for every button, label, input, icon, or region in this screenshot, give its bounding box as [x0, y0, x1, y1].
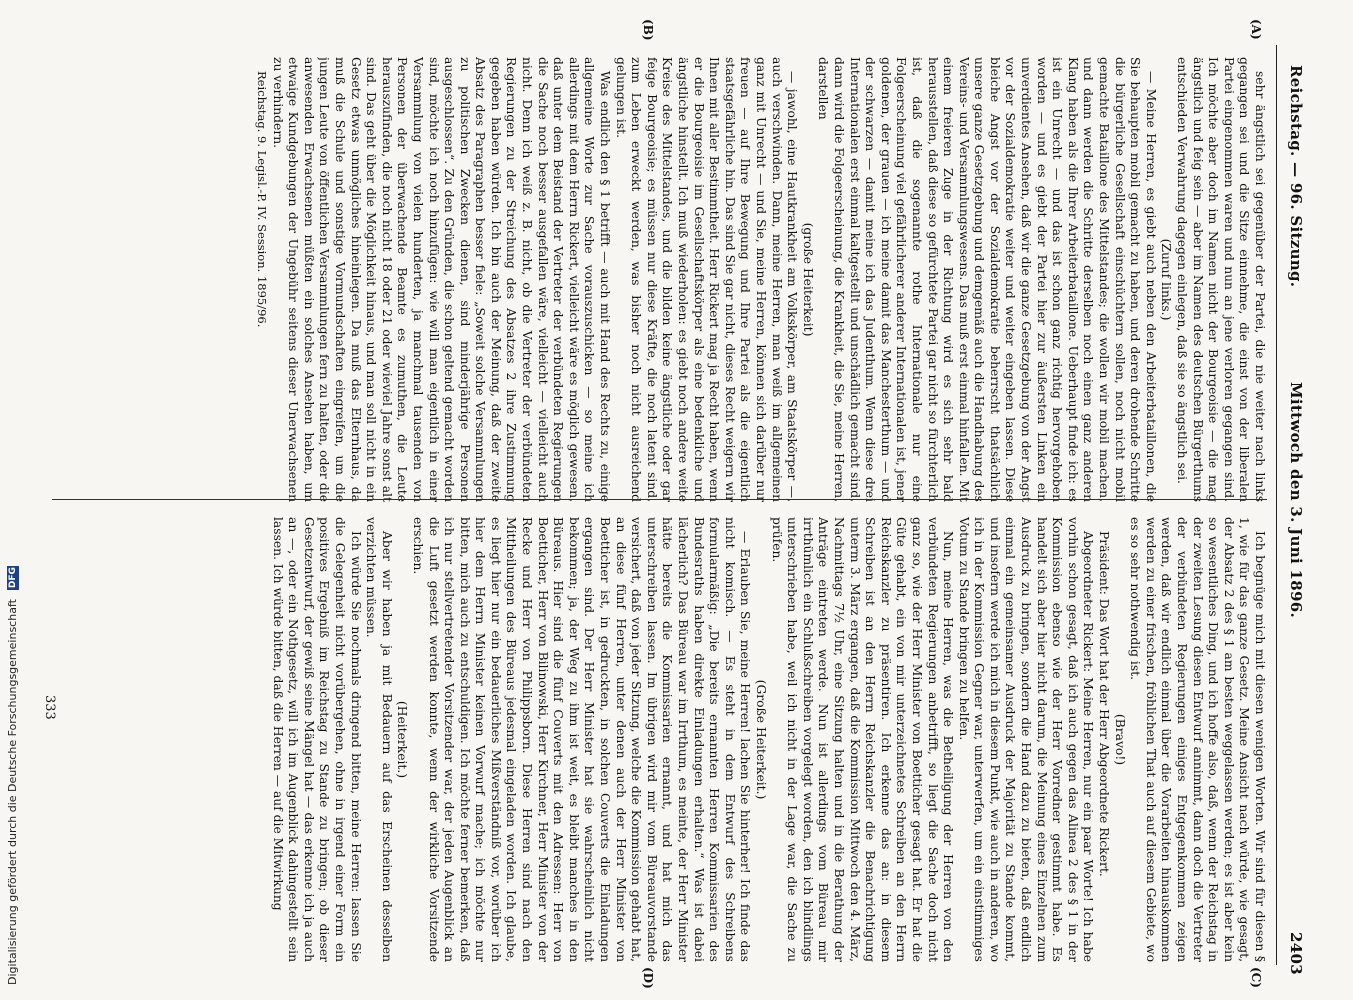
paragraph: Ich begnüge mich mit diesen wenigen Worten. Wir sind für diesen § 1, wie für das ganze Gesetz. Meine Ansicht nach würde, wie gesagt, der Absatz 2 des § 1 am besten weggelassen werden; es ist aber kein so wesentliches Ding, und ich hoffe also, daß, wenn der Reichstag in der zweiten Lesung diesen Entwurf annimmt, dann doch die Vertreter der verbündeten Regierungen einiges Entgegenkommen zeigen werden, daß wir endlich einmal über die Vorarbeiten hinauskommen werden zu einer frischen, fröhlichen That auch auf diesem Gebiete, wo es so sehr nothwendig ist.	[1128, 517, 1267, 962]
folio-number: 333	[42, 695, 57, 720]
margin-marker-a: (A)	[1249, 19, 1263, 40]
paragraph: — jawohl, eine Hautkrankheit am Volkskörper, am Staatskörper —, auch verschwinden. Dann, meine Herren, man weiß im allgemeinen ganz mit Unrecht — und Sie, meine Herren, können sich darüber nur freuen — auf Ihre Bewegung und Ihre Partei als die eigentlich staatsgefährliche hin. Das sind Sie gar nicht, dieses Recht weigern wir Ihnen mit aller Bestimmtheit. Herr Rickert mag ja Recht haben, wenn er die Bourgeoisie im Gesellschaftskörper als eine bedenkliche und ängstliche hinstellt. Ich muß wiederholen: es giebt noch andere weite Kreise des Mittelstandes, und die bilden keine ängstliche oder gar feige Bourgeoisie; es müssen nur diese Kräfte, die noch latent sind, zum Leben erweckt werden, was bisher noch nicht ausreichend gelungen ist.	[613, 57, 800, 502]
paragraph: Ich würde Sie nochmals dringend bitten, meine Herren: lassen Sie die Gelegenheit nicht vorübergehen, ohne in irgend einer Form ein positives Ergebniß im Reichstag zu Stande zu bringen; ob dieser Gesetzentwurf, der gewiß seine Mängel hat — das erkenne ich ja auch an —, oder ein Nothgesetz, will ich im Augenblick dahingestellt sein lassen. Ich würde bitten, daß die Herren — auf die Mitwirkung	[270, 517, 363, 962]
left-column	[52, 57, 1267, 502]
dfg-logo: DFG	[8, 567, 18, 589]
digitization-notice	[6, 0, 24, 985]
margin-marker-d: (D)	[641, 967, 655, 989]
footer-reference: Reichstag. 9. Legisl.-P. IV. Session. 1895/96.	[255, 71, 269, 328]
paragraph: Aber wir haben ja mit Bedauern auf das Erscheinen desselben verzichten müssen.	[364, 517, 394, 962]
stage-direction: (Große Heiterkeit.)	[754, 679, 768, 800]
stage-direction: (Bravo!)	[1112, 713, 1127, 766]
margin-marker-c: (C)	[1249, 967, 1263, 988]
header-rule	[1276, 45, 1277, 965]
paragraph: sehr ängstlich sei gegenüber der Partei, die nie weiter nach links gegangen sei und die Sitze einnehme, die einst von der liberalen Partei eingenommen waren und nun an jene verloren gegangen sind. Ich möchte aber doch im Namen nicht der Bourgeoisie — die mag ängstlich und feig sein — aber im Namen des deutschen Bürgerthums entschieden Verwahrung dagegen einlegen, daß sie so ängstlich sei.	[1175, 57, 1267, 502]
stage-direction: (Heiterkeit.)	[395, 700, 410, 779]
digitization-notice-text: Digitalisierung gefördert durch die Deutsche Forschungsgemeinschaft	[6, 599, 19, 985]
paragraph: Präsident: Das Wort hat der Herr Abgeordnete Rickert.	[1097, 531, 1112, 877]
right-column	[52, 517, 1267, 962]
rotated-page	[20, 5, 1315, 995]
running-head-left: Reichstag. — 96. Sitzung.	[1287, 65, 1305, 288]
stage-direction: (Zuruf links.)	[1159, 238, 1174, 321]
paragraph: Abgeordneter Rickert: Meine Herren, nur ein paar Worte! Ich habe vorhin schon gesagt, daß ich auch gegen das Alinea 2 des § 1 in der Kommission ebenso wie der Herr Vorredner gestimmt habe. Es handelt sich aber hier nicht darum, die Meinung eines Einzelnen zum Ausdruck zu bringen, sondern die Hand dazu zu bieten, daß endlich einmal ein gemeinsamer Ausdruck der Majorität zu Stande kommt, und insofern werde ich mich in diesem Punkt, wie auch in anderen, wo ich in der Kommission Gegner war, unterwerfen, um ein einstimmiges Votum zu Stande bringen zu helfen.	[956, 517, 1096, 962]
paragraph: Was endlich den § 1 betrifft — auch mit Hand des Rechts zu, einige allgemeine Worte zur Sache vorauszuschicken — so meine ich allerdings mit dem Herrn Rickert, vielleicht wäre es möglich gewesen, daß unter dem Beistand der Vertreter der verbündeten Regierungen die Sache noch besser ausgefallen wäre, vielleicht — vielleicht auch nicht. Denn ich weiß z. B. nicht, ob die Vertreter der verbündeten Regierungen zu der Streichung des Absatzes 2 ihre Zustimmung gegeben haben würden. Ich bin auch der Meinung, daß der zweite Absatz des Paragraphen besser fiele: „Soweit solche Versammlungen zu politischen Zwecken dienen, sind minderjährige Personen ausgeschlossen“. Zu den Gründen, die schon geltend gemacht worden sind, möchte ich noch hinzufügen: wie will man eigentlich in einer Versammlung von vielen hunderten, ja manchmal tausenden von Personen der überwachende Beamte es zumuthen, die Leute herauszufinden, die noch nicht 18 oder 21 oder wieviel Jahre sonst alt sind. Das geht über die Möglichkeit hinaus, und man soll nicht in ein Gesetz etwas unmögliches hineinlegen. Da muß das Elternhaus, da muß die Schule und sonstige Vormundschaften eingreifen, um die jungen Leute von öffentlichen Versammlungen fern zu halten, oder die anwesenden Erwachsenen müßten ein solches Ansehen haben, um etwaige Kundgebungen der Ungebühr seitens dieser Unerwachsenen zu verhindern.	[270, 57, 613, 502]
column-divider	[52, 499, 1267, 500]
stage-direction: (große Heiterkeit)	[800, 222, 815, 337]
paragraph: — Erlauben Sie, meine Herren! lachen Sie hinterher! Ich finde das nicht komisch. — Es steht in dem Entwurf des Schreibens formularmäßig: „Die bereits ernannten Herren Kommissarien des Bundesraths haben direkte Einladungen erhalten.“ Was ist dabei lächerlich? Das Büreau war im Irrthum, es meinte, der Herr Minister hätte bereits die Kommissarien ernannt, und hat mich das unterschreiben lassen. Im übrigen wird mir vom Büreauvorstande versichert, daß von jeder Sitzung, welche die Kommission gehabt hat, an diese fünf Herren, unter denen auch der Herr Minister von Boetticher ist, in gedruckten, in solchen Couverts die Einladungen ergangen sind. Der Herr Minister hat sie wahrscheinlich nicht bekommen; ja, der Weg zu ihm ist weit, es bleibt manches in den Büreaus. Hier sind die fünf Couverts mit den Adressen: Herr von Boetticher, Herr von Bilinowski, Herr Kirchner, Herr Minister von der Recke und Herr von Philippsborn. Diese Herren sind nach den Mittheilungen des Büreaus jedesmal eingeladen worden. Ich glaube, es liegt hier nur ein bedauerliches Mißverständniß vor, worüber ich hier dem Herrn Minister keinen Vorwurf mache; ich möchte nur bitten, mich auch zu entschuldigen. Ich möchte ferner bemerken, daß ich nur stellvertretender Vorsitzender war, der jeden Augenblick an die Luft gesetzt werden konnte, wenn der wirkliche Vorsitzende erschien.	[410, 517, 753, 962]
running-head-page-number: 2403	[1287, 932, 1305, 975]
margin-marker-b: (B)	[641, 19, 655, 41]
paragraph: Nun, meine Herren, was die Betheiligung der Herren von den verbündeten Regierungen anbetrifft, so liegt die Sache doch nicht ganz so, wie der Herr Minister von Boetticher gesagt hat. Er hat die Güte gehabt, ein von mir unterzeichnetes Schreiben an den Herrn Reichskanzler zu präsentiren. Ich erkenne das an: in diesem Schreiben ist an den Herrn Reichskanzler die Benachrichtigung unterm 3. März ergangen, daß die Kommission Mittwoch den 4. März, Nachmittags 7½ Uhr, eine Sitzung halten und in die Berathung der Anträge eintreten werde. Nun ist allerdings vom Büreau mir irrthümlich ein Schlußschreiben vorgelegt worden, den ich blindlings unterschrieben habe, weil ich nicht in der Lage war, die Sache zu prüfen.	[769, 517, 956, 962]
running-head-date: Mittwoch den 3. Juni 1896.	[1287, 382, 1305, 618]
running-head	[1277, 5, 1305, 995]
paragraph: — Meine Herren, es giebt auch neben den Arbeiterbataillonen, die Sie behaupten mobil gemacht zu haben, und deren drohende Schritte die bürgerliche Gesellschaft einschüchtern sollen, noch nicht mobil gemachte Bataillone des Mittelstandes; die wollen wir mobil machen, und dann werden die Schritte derselben noch einen ganz anderen Klang haben als die Ihrer Arbeiterbataillone. Ueberhaupt finde ich: es ist ein Unrecht — und das ist schon ganz richtig hervorgehoben worden — und es giebt der Partei hier zur äußersten Linken ein unverdientes Ansehen, daß wir die ganze Gesetzgebung von der Angst vor der Sozialdemokratie weiter und weiter eingeben lassen. Diese bleiche Angst vor der Sozialdemokratie beherrscht thatsächlich unsere ganze Gesetzgebung und demgemäß auch die Handhabung des Vereins- und Versammlungswesens. Das muß erst einmal hinfallen. Mit einem freieren Zuge in der Richtung wird es sich sehr bald herausstellen, daß diese so gefürchtete Partei gar nicht so fürchterlich ist, daß die sogenannte rothe Internationale nur eine Folgeerscheinung viel gefährlicherer anderer Internationalen ist, jener goldenen, der grauen — ich meine damit das Manchesterthum — und der schwarzen — damit meine ich das Judenthum. Wenn diese drei Internationalen erst einmal kaltgestellt und unschädlich gemacht sind, dann wird die Folgeerscheinung, die Krankheit, die Sie, meine Herren, darstellen	[816, 57, 1158, 502]
